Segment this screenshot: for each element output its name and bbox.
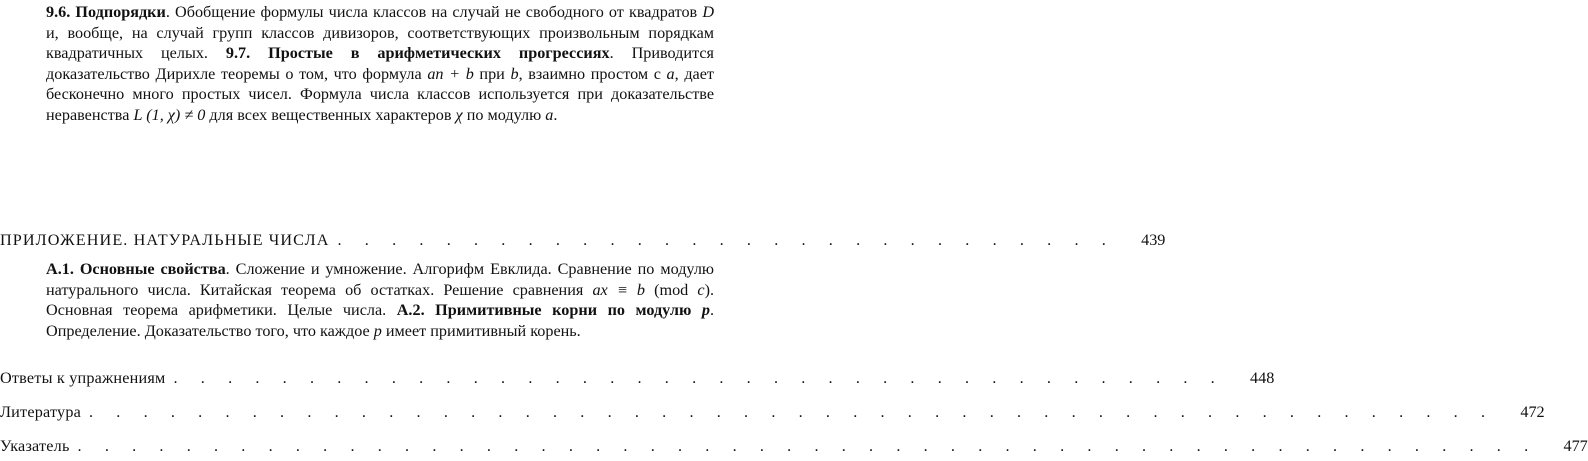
toc-entry-answers-page: 448 [1250,369,1275,387]
section-text-9-7-g: . [553,105,558,124]
section-title-a-2: Примитивные корни по модулю [435,301,702,320]
toc-leader-dots: . . . . . . . . . . . . . . . . . . . . . . . . . . . . . [337,231,1116,249]
toc-entry-appendix[interactable] [0,229,1166,251]
section-number-a-2: А.2. [396,301,425,320]
congruence-ax-b: ax ≡ b [592,280,645,299]
section-text-9-6-b: и, вообще, на случай групп классов дивизоров, соответствующих произвольным порядкам квадратичных целых. [46,23,714,63]
toc-annotation-chapter-9 [46,2,714,126]
toc-entry-answers-title: Ответы к упражнениям [0,369,166,387]
section-number-9-6: 9.6. [46,3,71,21]
toc-entry-literature-page: 472 [1520,403,1545,421]
variable-a-modulus: a [545,105,554,124]
toc-entry-appendix-title: ПРИЛОЖЕНИЕ. НАТУРАЛЬНЫЕ ЧИСЛА [0,231,330,249]
section-text-a-2-b: имеет примитивный корень. [381,321,581,340]
toc-leader-dots: . . . . . . . . . . . . . . . . . . . . . . . . . . . . . . . . . . . . . . . . . . . . . . . . . . . . [89,403,1495,421]
toc-entry-literature-title: Литература [0,403,81,421]
variable-p-2: p [373,321,382,340]
section-text-9-6-a: . Обобщение формулы числа классов на случай не свободного от квадратов [165,3,703,21]
variable-a: a [666,64,675,83]
toc-leader-dots: . . . . . . . . . . . . . . . . . . . . . . . . . . . . . . . . . . . . . . . . . . . . . . . . . . . . . . [77,437,1538,455]
inequality-l-chi: L (1, χ) ≠ 0 [133,105,206,124]
variable-d: D [702,3,715,21]
section-title-9-6: Подпорядки [75,3,166,21]
section-number-9-7: 9.7. [225,44,251,63]
chi-symbol: χ [455,105,463,124]
toc-entry-appendix-page: 439 [1141,231,1166,249]
section-number-a-1: А.1. [46,260,74,278]
variable-b: b [510,64,519,83]
section-text-9-7-c: , взаимно простом с [518,64,667,83]
section-text-9-7-d: , дает бесконечно много простых чисел. Формула числа классов используется при доказательстве неравенства [46,64,714,124]
section-text-9-7-e: для всех вещественных характеров [205,105,456,124]
toc-leader-dots: . . . . . . . . . . . . . . . . . . . . . . . . . . . . . . . . . . . . . . . [173,369,1225,387]
toc-entry-literature[interactable] [0,401,1545,423]
formula-an-plus-b: an + b [427,64,474,83]
toc-entry-index-page: 477 [1563,437,1588,455]
toc-entry-index[interactable] [0,435,1588,457]
mod-text: (mod [644,280,698,299]
toc-annotation-appendix [46,259,714,341]
section-text-a-1-a: . Сложение и умножение. Алгорифм Евклида. Сравнение по модулю натурального числа. Китайская теорема об остатках. Решение сравнения [46,260,714,299]
section-title-9-7: Простые в арифметических прогрессиях [268,44,610,63]
section-title-a-1: Основные свойства [79,260,226,278]
section-text-a-2-a: . Определение. Доказательство того, что каждое [46,301,714,340]
toc-entry-answers[interactable] [0,367,1275,389]
section-text-9-7-a: . Приводится доказательство Дирихле теоремы о том, что формула [46,44,714,83]
section-text-9-7-b: при [473,64,511,83]
toc-entry-index-title: Указатель [0,437,70,455]
variable-c: c [697,280,705,299]
variable-p: p [701,301,710,320]
section-text-a-1-b: ). Основная теорема арифметики. Целые числа. [46,280,715,320]
section-text-9-7-f: по модулю [462,105,546,124]
